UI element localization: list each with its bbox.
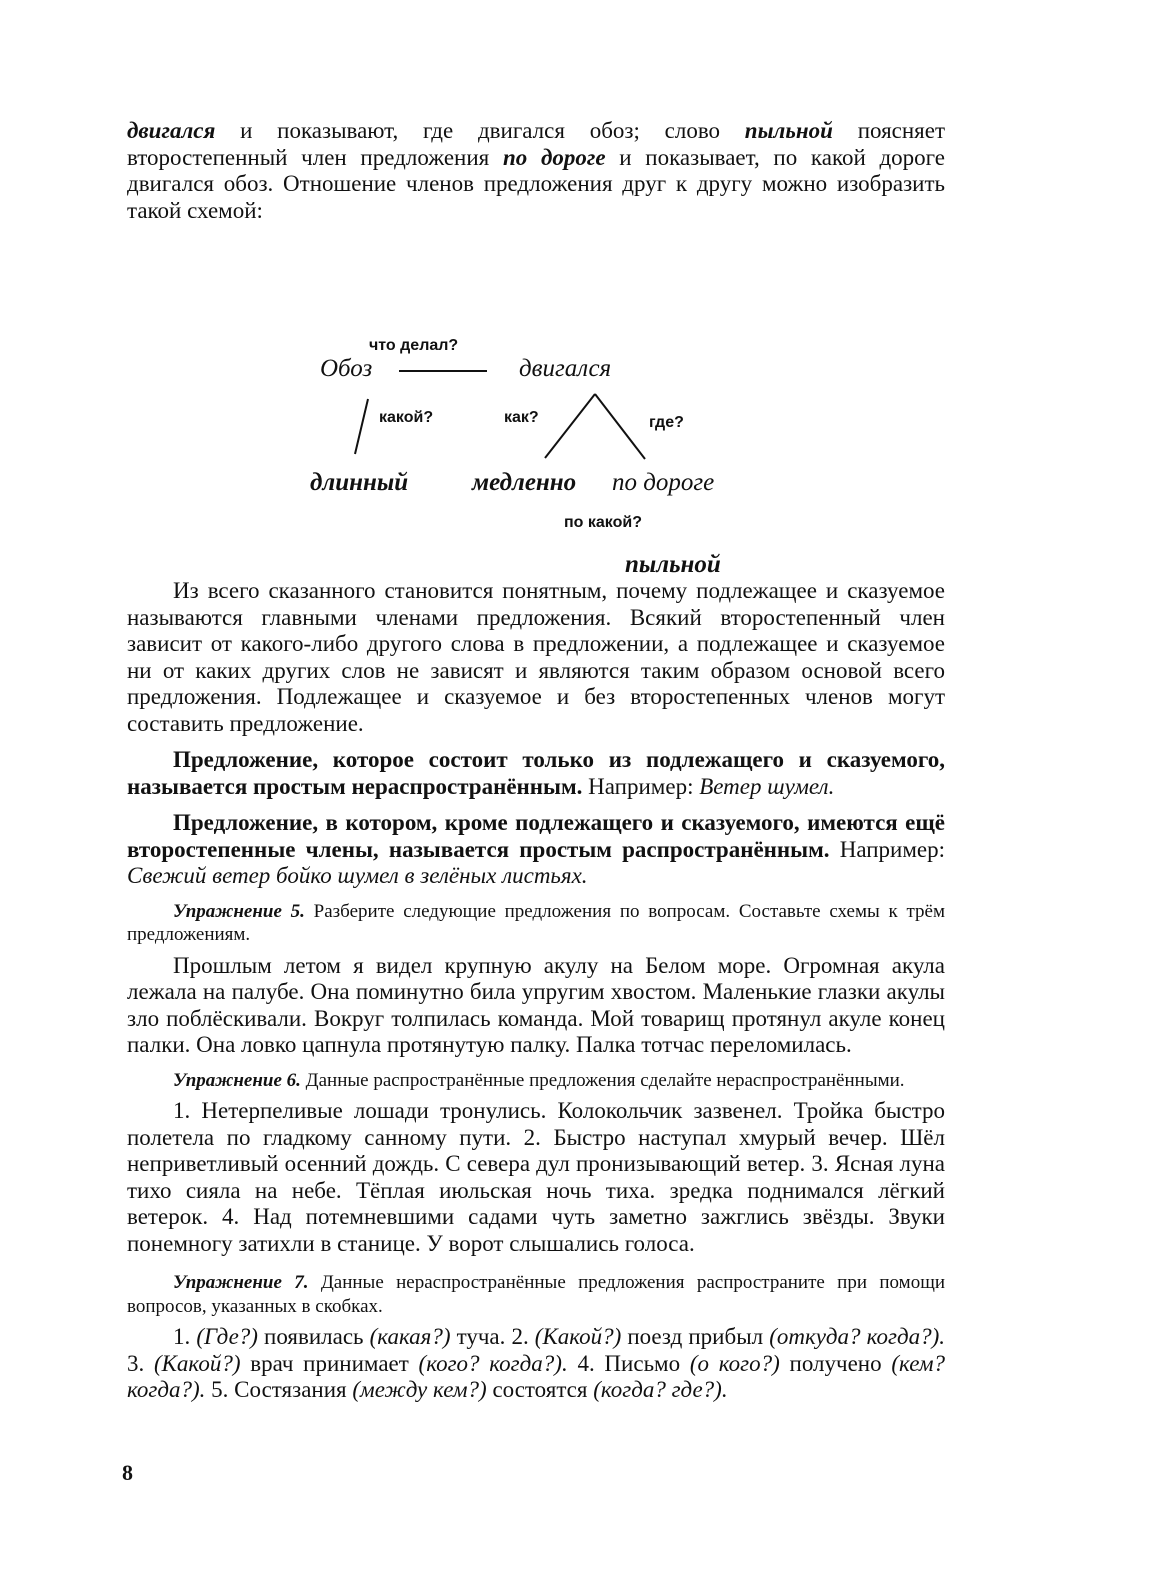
word-adverbial: по дороге bbox=[612, 469, 715, 496]
exercise-label: Упражнение 5. bbox=[173, 900, 305, 922]
line-predicate-slowly bbox=[545, 394, 595, 458]
exercise-task: Данные распространённые предложения сделайте нераспространёнными. bbox=[300, 1069, 905, 1091]
text-run: и показывают, где двигался обоз; слово bbox=[215, 118, 745, 143]
question-text: (между кем?) bbox=[352, 1377, 487, 1402]
question-text: (какая?) bbox=[369, 1324, 451, 1349]
exercise-label: Упражнение 7. bbox=[173, 1272, 309, 1293]
text-run: Например: bbox=[829, 836, 945, 862]
word-adverbial: медленно bbox=[472, 469, 577, 496]
paragraph-intro bbox=[127, 118, 945, 224]
page-number: 8 bbox=[122, 1460, 133, 1485]
question-label: по какой? bbox=[564, 514, 642, 531]
line-predicate-road bbox=[595, 394, 645, 459]
text-run: получено bbox=[779, 1350, 892, 1376]
rule-text: Предложение, которое состоит только из подлежащего и сказуемого, называется простым нераспространённым. bbox=[127, 747, 945, 799]
question-text: (кем? когда?). bbox=[127, 1350, 946, 1402]
word-attribute: длинный bbox=[310, 469, 409, 496]
page-body bbox=[127, 118, 945, 1404]
exercise-task: Разберите следующие предложения по вопросам. Составьте схемы к трём предложениям. bbox=[127, 900, 946, 945]
question-text: (Какой?) bbox=[534, 1324, 622, 1349]
line-subject-long bbox=[355, 399, 368, 454]
text-run: 3. bbox=[127, 1350, 154, 1376]
exercise-6-task bbox=[127, 1069, 945, 1093]
question-label: какой? bbox=[379, 409, 434, 426]
question-label: как? bbox=[504, 409, 539, 426]
word-attribute: пыльной bbox=[625, 551, 721, 578]
paragraph-explanation: Из всего сказанного становится понятным, почему подлежащее и сказуемое называются главными членами предложения. Всякий второстепенный член зависит от какого-либо другого слова в предложении, а подлежащее и сказуемое ни от каких других слов не зависят и являются таким образом основой всего предложения. Подлежащее и сказуемое и без второстепенных членов могут составить предложение. bbox=[127, 578, 945, 736]
question-text: (о кого?) bbox=[689, 1350, 780, 1376]
exercise-7-text bbox=[127, 1324, 945, 1404]
question-text: (Где?) bbox=[196, 1324, 258, 1349]
question-text: (Какой?) bbox=[154, 1350, 241, 1376]
exercise-6-text: 1. Нетерпеливые лошади тронулись. Колокольчик зазвенел. Тройка быстро полетела по гладкому санному пути. 2. Быстро наступал хмурый вечер. Шёл неприветливый осенний дождь. С севера дул пронизывающий ветер. 3. Ясная луна тихо сияла на небе. Тёплая июльская ночь тиха. зредка поднимался лёгкий ветерок. 4. Над потемневшими садами чуть заметно зажглись звёзды. Звуки понемногу затихли в станице. У ворот слышались голоса. bbox=[127, 1098, 945, 1256]
text-run: поясняет второстепенный член предложения bbox=[127, 118, 946, 170]
exercise-task: Данные нераспространённые предложения распространите при помощи вопросов, указанных в скобках. bbox=[127, 1272, 945, 1317]
exercise-7-task bbox=[127, 1271, 945, 1318]
word-subject: Обоз bbox=[320, 355, 373, 382]
question-label: где? bbox=[649, 414, 684, 431]
emph-word: по дороге bbox=[502, 144, 606, 170]
exercise-5-text: Прошлым летом я видел крупную акулу на Белом море. Огромная акула лежала на палубе. Она поминутно била упругим хвостом. Маленькие глазки акулы зло поблёскивали. Вокруг толпилась команда. Мой товарищ протянул акуле конец палки. Она ловко цапнула протянутую палку. Палка тотчас переломилась. bbox=[127, 952, 945, 1057]
question-text: (когда? где?). bbox=[593, 1377, 728, 1402]
rule-text: Предложение, в котором, кроме подлежащего и сказуемого, имеются ещё второстепенные члены, называется простым распространённым. bbox=[127, 810, 945, 862]
text-run: туча. 2. bbox=[450, 1324, 535, 1349]
text-run: 1. bbox=[173, 1324, 197, 1349]
text-run: и показывает, по какой дороге двигался обоз. Отношение членов предложения друг к другу можно изобразить такой схемой: bbox=[127, 144, 945, 223]
exercise-5-task bbox=[127, 900, 945, 947]
text-run: 5. Состязания bbox=[205, 1377, 353, 1402]
text-run: 4. Письмо bbox=[567, 1350, 690, 1376]
text-run: врач принимает bbox=[240, 1350, 419, 1376]
example-text: Ветер шумел. bbox=[699, 773, 835, 799]
text-run: поезд прибыл bbox=[621, 1324, 770, 1349]
question-label: что делал? bbox=[369, 337, 459, 354]
question-text: (кого? когда?). bbox=[418, 1350, 568, 1376]
text-run: состоятся bbox=[486, 1377, 594, 1402]
rule-simple-unextended bbox=[127, 747, 945, 800]
text-run: Например: bbox=[582, 773, 700, 799]
text-run: появилась bbox=[257, 1324, 370, 1349]
exercise-label: Упражнение 6. bbox=[173, 1069, 301, 1091]
emph-word: пыльной bbox=[744, 118, 833, 143]
scheme-continuation bbox=[127, 474, 945, 578]
word-predicate: двигался bbox=[519, 355, 612, 382]
sentence-scheme bbox=[127, 224, 945, 494]
example-text: Свежий ветер бойко шумел в зелёных листьях. bbox=[127, 863, 588, 888]
rule-simple-extended bbox=[127, 810, 945, 890]
emph-word: двигался bbox=[127, 118, 216, 143]
question-text: (откуда? когда?). bbox=[769, 1324, 945, 1349]
